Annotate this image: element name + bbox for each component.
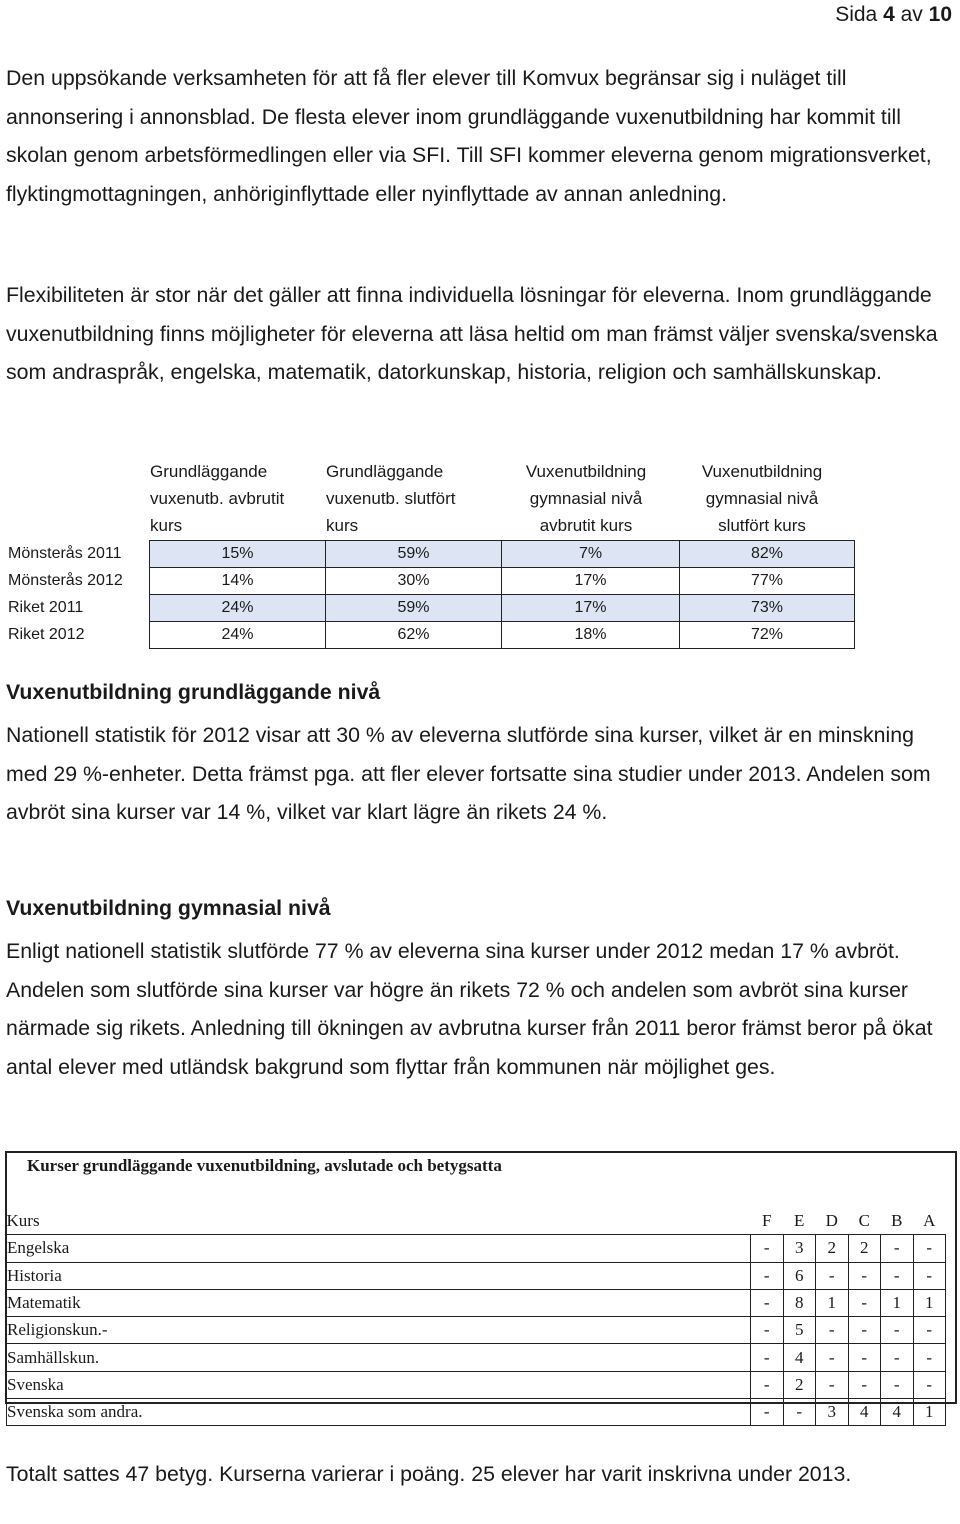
grade-cell: 3 — [816, 1399, 849, 1426]
grade-cell: - — [751, 1235, 784, 1262]
grade-cell: - — [848, 1344, 881, 1371]
row-label: Riket 2012 — [8, 626, 85, 643]
table-cell: 18% — [502, 622, 680, 649]
flexibility-paragraph: Flexibiliteten är stor när det gäller att finna individuella lösningar för eleverna. Inom grundläggande vuxenutbildning finns möjligheter för eleverna att läsa heltid om man främst väljer svenska/svenska som andraspråk, engelska, matematik, datorkunskap, historia, religion och samhällskunskap. — [6, 283, 938, 385]
summary-paragraph: Totalt sattes 47 betyg. Kurserna varierar i poäng. 25 elever har varit inskrivna under 2013. — [6, 1462, 852, 1486]
grade-cell: 2 — [848, 1235, 881, 1262]
table-row — [7, 1399, 946, 1426]
grade-cell: - — [913, 1235, 946, 1262]
table-cell: 24% — [150, 622, 326, 649]
stats-header-1: Grundläggande vuxenutb. avbrutit kurs — [150, 462, 285, 535]
table-cell: 17% — [502, 568, 680, 595]
grade-cell: - — [913, 1344, 946, 1371]
grade-cell: - — [783, 1399, 816, 1426]
table-row — [7, 1262, 946, 1289]
grade-cell: 5 — [783, 1317, 816, 1344]
grade-cell: 4 — [881, 1399, 914, 1426]
grade-cell: 6 — [783, 1262, 816, 1289]
column-header: C — [858, 1211, 870, 1231]
grade-cell: - — [751, 1399, 784, 1426]
grade-cell: - — [881, 1371, 914, 1398]
section-heading-gymnasial: Vuxenutbildning gymnasial nivå — [6, 896, 331, 920]
grade-cell: - — [848, 1317, 881, 1344]
grade-cell: 3 — [783, 1235, 816, 1262]
table-cell: 30% — [326, 568, 502, 595]
table-row — [7, 1344, 946, 1371]
column-header: D — [825, 1211, 838, 1231]
course-grades-table — [6, 1208, 946, 1426]
stats-header-2: Grundläggande vuxenutb. slutfört kurs — [326, 462, 456, 535]
section-text-gymnasial: Enligt nationell statistik slutförde 77 % av eleverna sina kurser under 2012 medan 17 % avbröt. Andelen som slutförde sina kurser var högre än rikets 72 % och andelen som avbröt sina kurser närmade sig rikets. Anledning till ökningen av avbrutna kurser från 2011 beror främst beror på ökat antal elever med utländsk bakgrund som flyttar från kommunen när möjlighet ges. — [6, 939, 933, 1079]
grade-cell: - — [848, 1371, 881, 1398]
table-cell: 73% — [680, 595, 855, 622]
table-row — [5, 568, 855, 595]
page-number: Sida 4 av 10 — [835, 3, 952, 26]
grade-cell: - — [881, 1344, 914, 1371]
table-row — [5, 541, 855, 568]
table-row — [7, 1371, 946, 1398]
table-row — [7, 1289, 946, 1316]
grade-cell: - — [913, 1317, 946, 1344]
table-cell: 62% — [326, 622, 502, 649]
intro-paragraph: Den uppsökande verksamheten för att få fler elever till Komvux begränsar sig i nuläget till annonsering i annonsblad. De flesta elever inom grundläggande vuxenutbildning har kommit till skolan genom arbetsförmedlingen eller via SFI. Till SFI kommer eleverna genom migrationsverket, flyktingmottagningen, anhöriginflyttade eller nyinflyttade av annan anledning. — [6, 66, 932, 206]
table-cell: 14% — [150, 568, 326, 595]
grade-cell: - — [881, 1235, 914, 1262]
table-cell: 82% — [680, 541, 855, 568]
course-name: Matematik — [7, 1289, 751, 1316]
table-cell: 59% — [326, 541, 502, 568]
row-label: Mönsterås 2011 — [8, 545, 122, 562]
grade-cell: 4 — [848, 1399, 881, 1426]
grade-cell: 2 — [816, 1235, 849, 1262]
grade-cell: - — [751, 1262, 784, 1289]
course-name: Samhällskun. — [7, 1344, 751, 1371]
grade-cell: - — [816, 1317, 849, 1344]
table-row — [7, 1317, 946, 1344]
course-table-title: Kurser grundläggande vuxenutbildning, avslutade och betygsatta — [27, 1156, 502, 1175]
grade-cell: - — [816, 1344, 849, 1371]
column-header: A — [923, 1211, 936, 1231]
column-header: Kurs — [6, 1211, 40, 1231]
table-cell: 24% — [150, 595, 326, 622]
column-header: B — [891, 1211, 903, 1231]
table-header-row — [7, 1208, 946, 1235]
table-cell: 77% — [680, 568, 855, 595]
table-cell: 15% — [150, 541, 326, 568]
table-cell: 17% — [502, 595, 680, 622]
grade-cell: - — [848, 1289, 881, 1316]
course-name: Engelska — [7, 1235, 751, 1262]
grade-cell: - — [881, 1262, 914, 1289]
course-name: Svenska — [7, 1371, 751, 1398]
table-row — [5, 595, 855, 622]
grade-cell: 1 — [881, 1289, 914, 1316]
row-label: Mönsterås 2012 — [8, 572, 123, 589]
grade-cell: - — [751, 1344, 784, 1371]
grade-cell: 1 — [913, 1399, 946, 1426]
grade-cell: - — [751, 1317, 784, 1344]
course-name: Religionskun.- — [7, 1317, 751, 1344]
table-row — [7, 1235, 946, 1262]
section-text-grundlaggande: Nationell statistik för 2012 visar att 30 % av eleverna slutförde sina kurser, vilket är en minskning med 29 %-enheter. Detta främst pga. att fler elever fortsatte sina studier under 2013. Andelen som avbröt sina kurser var 14 %, vilket var klart lägre än rikets 24 %. — [6, 723, 931, 825]
grade-cell: - — [751, 1289, 784, 1316]
table-row — [5, 622, 855, 649]
grade-cell: - — [848, 1262, 881, 1289]
section-heading-grundlaggande: Vuxenutbildning grundläggande nivå — [6, 680, 381, 704]
grade-cell: 4 — [783, 1344, 816, 1371]
grade-cell: 1 — [913, 1289, 946, 1316]
grade-cell: 1 — [816, 1289, 849, 1316]
grade-cell: - — [816, 1262, 849, 1289]
grade-cell: - — [816, 1371, 849, 1398]
table-cell: 72% — [680, 622, 855, 649]
table-cell: 7% — [502, 541, 680, 568]
table-cell: 59% — [326, 595, 502, 622]
column-header: F — [762, 1211, 772, 1231]
stats-header-3: Vuxenutbildning gymnasial nivå avbrutit kurs — [525, 462, 647, 535]
grade-cell: - — [751, 1371, 784, 1398]
grade-cell: - — [881, 1317, 914, 1344]
completion-stats-table — [5, 540, 855, 649]
column-header: E — [794, 1211, 805, 1231]
grade-cell: 8 — [783, 1289, 816, 1316]
grade-cell: - — [913, 1371, 946, 1398]
course-name: Historia — [7, 1262, 751, 1289]
stats-header-4: Vuxenutbildning gymnasial nivå slutfört kurs — [701, 462, 823, 535]
grade-cell: - — [913, 1262, 946, 1289]
row-label: Riket 2011 — [8, 599, 84, 616]
grade-cell: 2 — [783, 1371, 816, 1398]
course-name: Svenska som andra. — [7, 1399, 751, 1426]
